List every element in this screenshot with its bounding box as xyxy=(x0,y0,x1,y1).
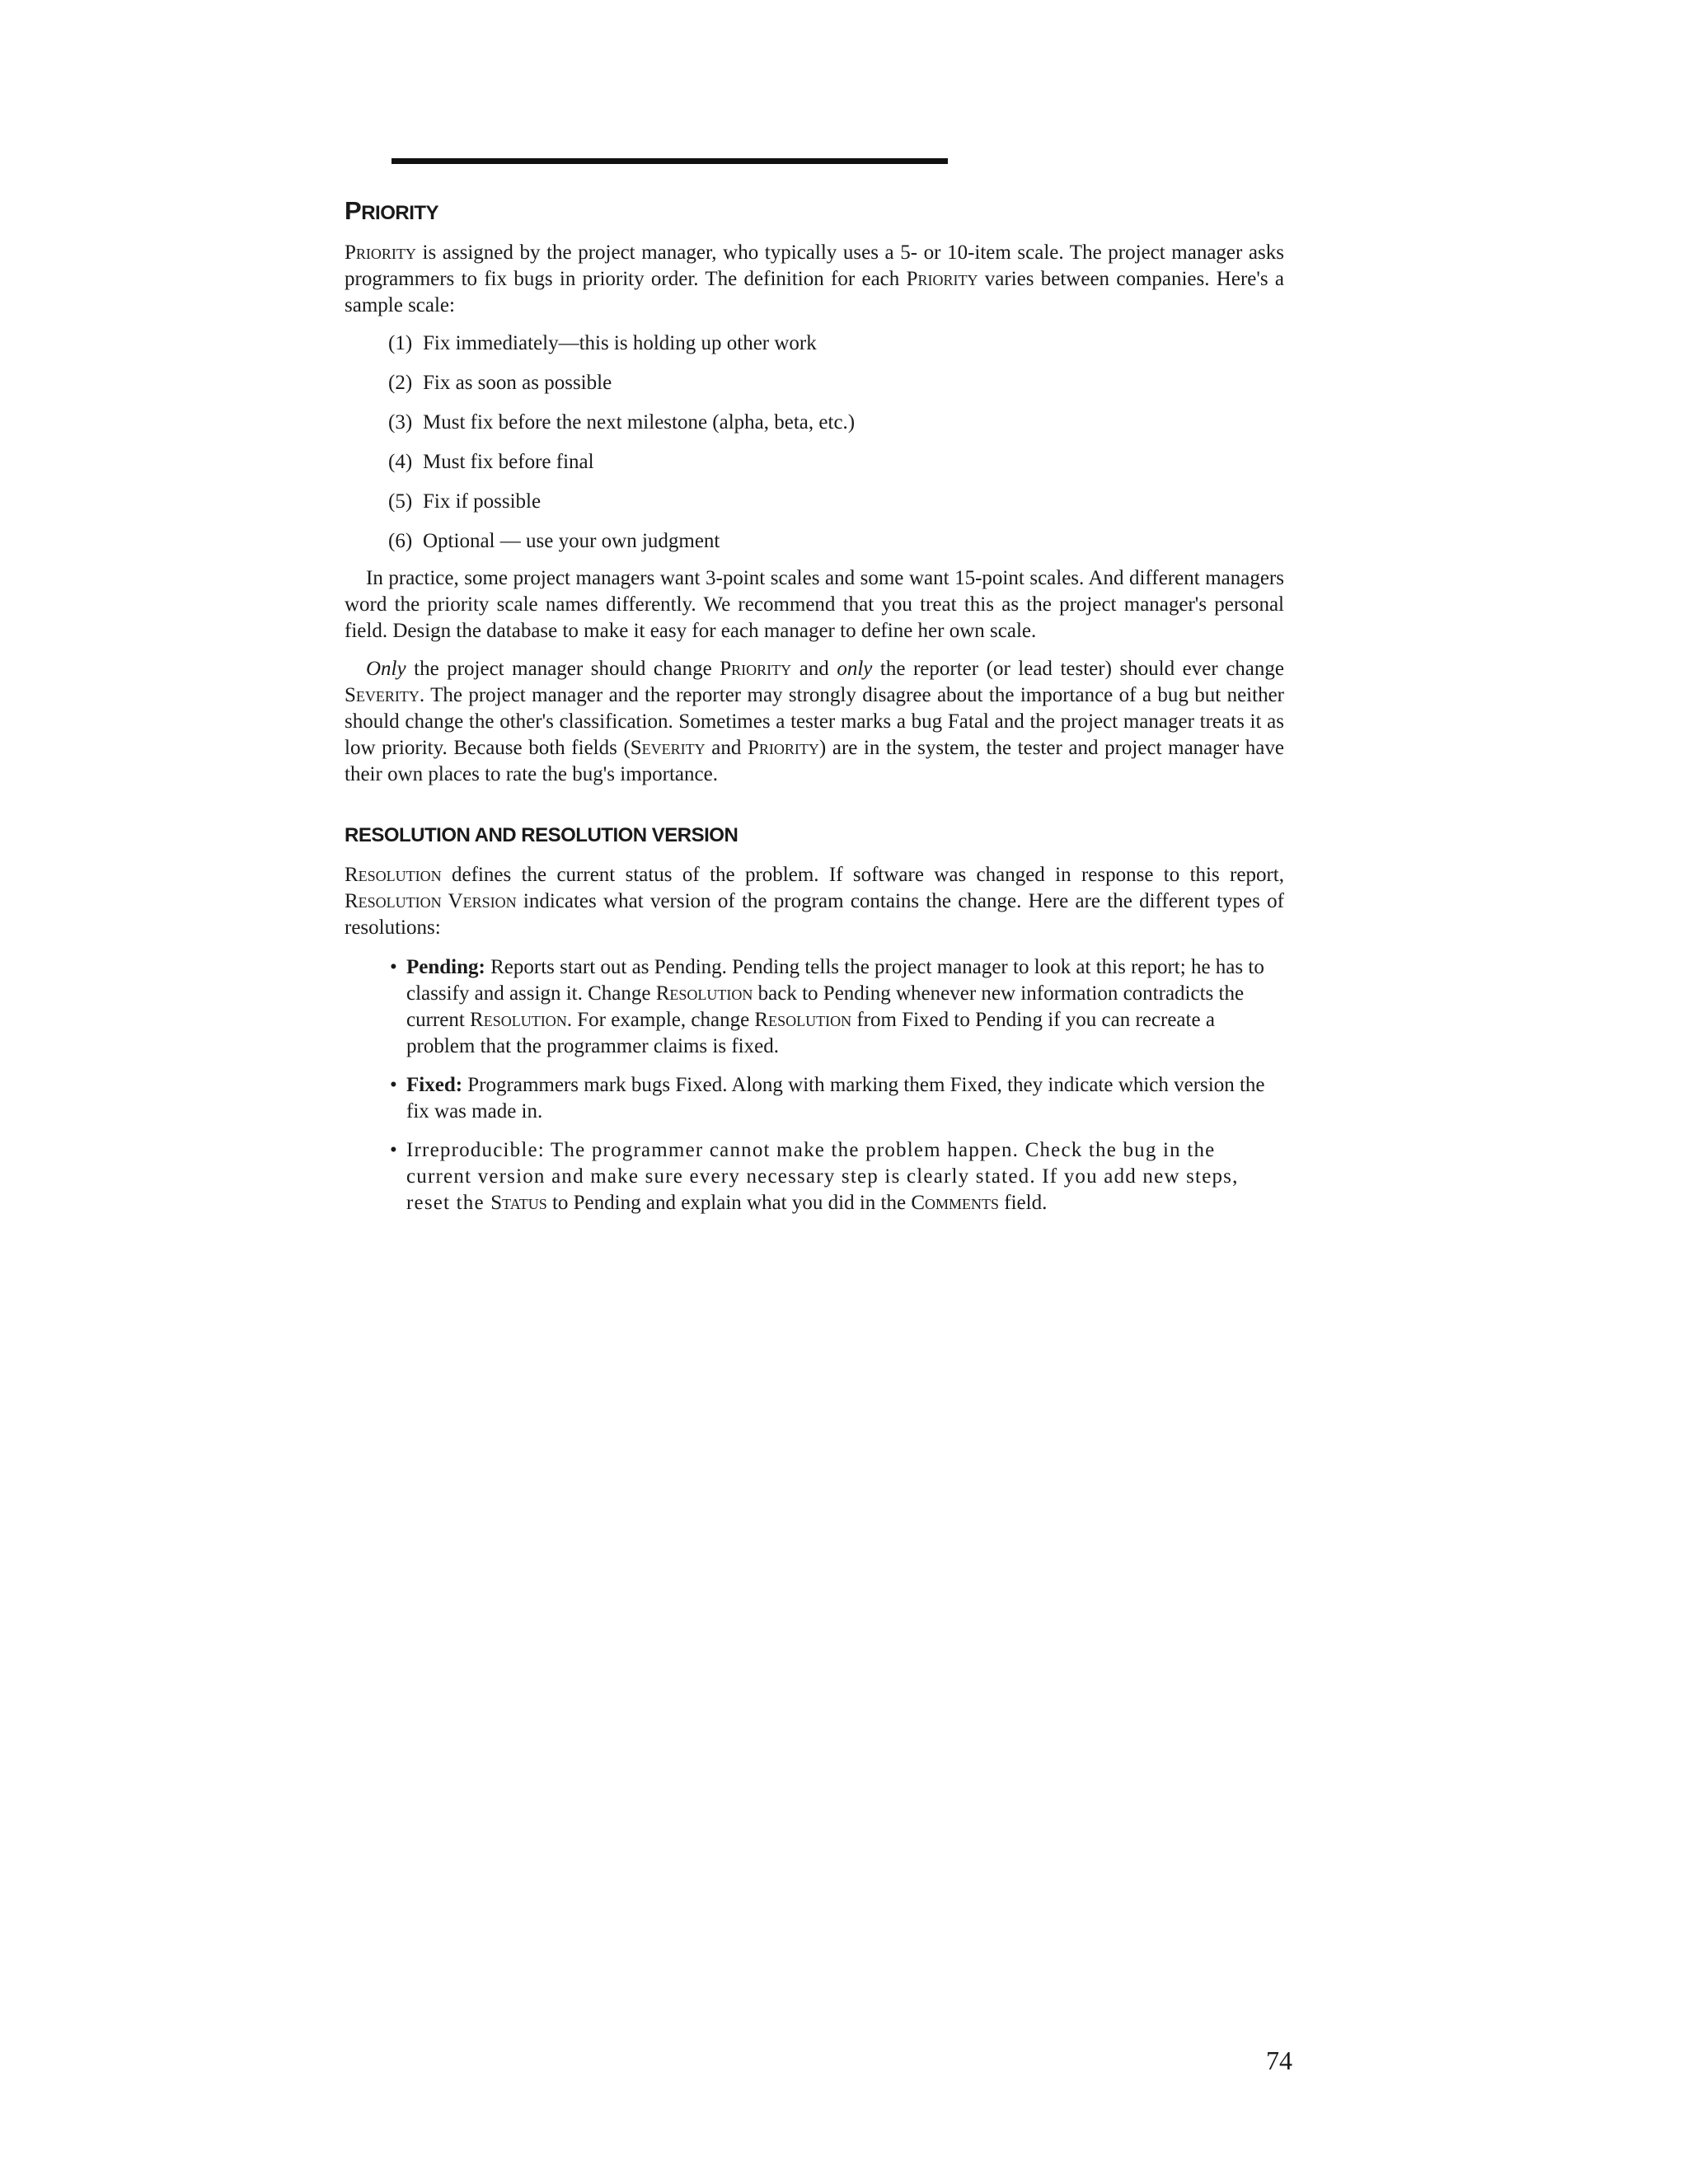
field-name: Priority xyxy=(906,268,978,290)
priority-scale-list xyxy=(345,330,1284,568)
top-rule xyxy=(392,158,948,164)
resolution-type-pending: • Pending: Reports start out as Pending. Pending tells the project manager to look at this report; he has to classify and assign it. Change Resolution back to Pending whenever new information contradicts the current Resolution. For example, change Resolution from Fixed to Pending if you can recreate a problem that the programmer claims is fixed. xyxy=(390,956,1264,1057)
field-name: Resolution xyxy=(754,1009,852,1031)
resolution-type-irreproducible: • Irreproducible: The programmer cannot make the problem happen. Check the bug in the current version and make sure every necessary step is clearly stated. If you add new steps, reset the Status to Pending and explain what you did in the Comments field. xyxy=(390,1139,1239,1214)
only-paragraph: Only the project manager should change Priority and only the reporter (or lead tester) should ever change Severity. The project manager and the reporter may strongly disagree about the importance of a bug but neither should change the other's classification. Sometimes a tester marks a bug Fatal and the project manager treats it as low priority. Because both fields (Severity and Priority) are in the system, the tester and project manager have their own places to rate the bug's importance. xyxy=(345,658,1284,785)
field-name: Status xyxy=(490,1192,547,1214)
resolution-types-list xyxy=(345,954,1284,1216)
practice-paragraph: In practice, some project managers want 3-point scales and some want 15-point scales. And different managers word the priority scale names differently. We recommend that you treat this as the project manager's personal field. Design the database to make it easy for each manager to define her own scale. xyxy=(345,567,1284,642)
scale-item: (1) Fix immediately—this is holding up other work xyxy=(388,332,817,354)
field-name: Priority xyxy=(748,737,819,759)
field-name: Comments xyxy=(911,1192,999,1214)
scale-item: (2) Fix as soon as possible xyxy=(388,372,612,394)
priority-heading-initial: P xyxy=(345,196,362,225)
bullet-icon: • xyxy=(390,1074,397,1096)
scale-item: (6) Optional — use your own judgment xyxy=(388,530,720,552)
field-name: Resolution Version xyxy=(345,890,517,912)
bullet-icon: • xyxy=(390,1139,397,1161)
field-name: Resolution xyxy=(655,982,753,1005)
page-number: 74 xyxy=(1266,2046,1292,2075)
page-content xyxy=(345,196,1284,1229)
field-name: Resolution xyxy=(345,864,442,886)
bullet-icon: • xyxy=(390,956,397,978)
field-name: Priority xyxy=(345,241,416,264)
scale-item: (5) Fix if possible xyxy=(388,490,542,513)
priority-heading-rest: RIORITY xyxy=(361,202,439,224)
priority-intro-paragraph: Priority is assigned by the project manager, who typically uses a 5- or 10-item scale. The project manager asks programmers to fix bugs in priority order. The definition for each Priority varies between companies. Here's a sample scale: xyxy=(345,241,1284,316)
field-name: Severity xyxy=(345,684,420,706)
resolution-type-fixed: • Fixed: Programmers mark bugs Fixed. Along with marking them Fixed, they indicate which version the fix was made in. xyxy=(390,1074,1265,1122)
field-name: Severity xyxy=(630,737,706,759)
field-name: Priority xyxy=(720,658,792,680)
scale-item: (3) Must fix before the next milestone (alpha, beta, etc.) xyxy=(388,411,856,434)
scale-item: (4) Must fix before final xyxy=(388,451,594,473)
priority-heading xyxy=(345,196,1284,229)
resolution-heading: RESOLUTION AND RESOLUTION VERSION xyxy=(345,824,738,846)
resolution-intro-paragraph: Resolution defines the current status of the problem. If software was changed in response to this report, Resolution Version indicates what version of the program contains the change. Here are the different types of resolutions: xyxy=(345,864,1284,939)
field-name: Resolution xyxy=(470,1009,567,1031)
